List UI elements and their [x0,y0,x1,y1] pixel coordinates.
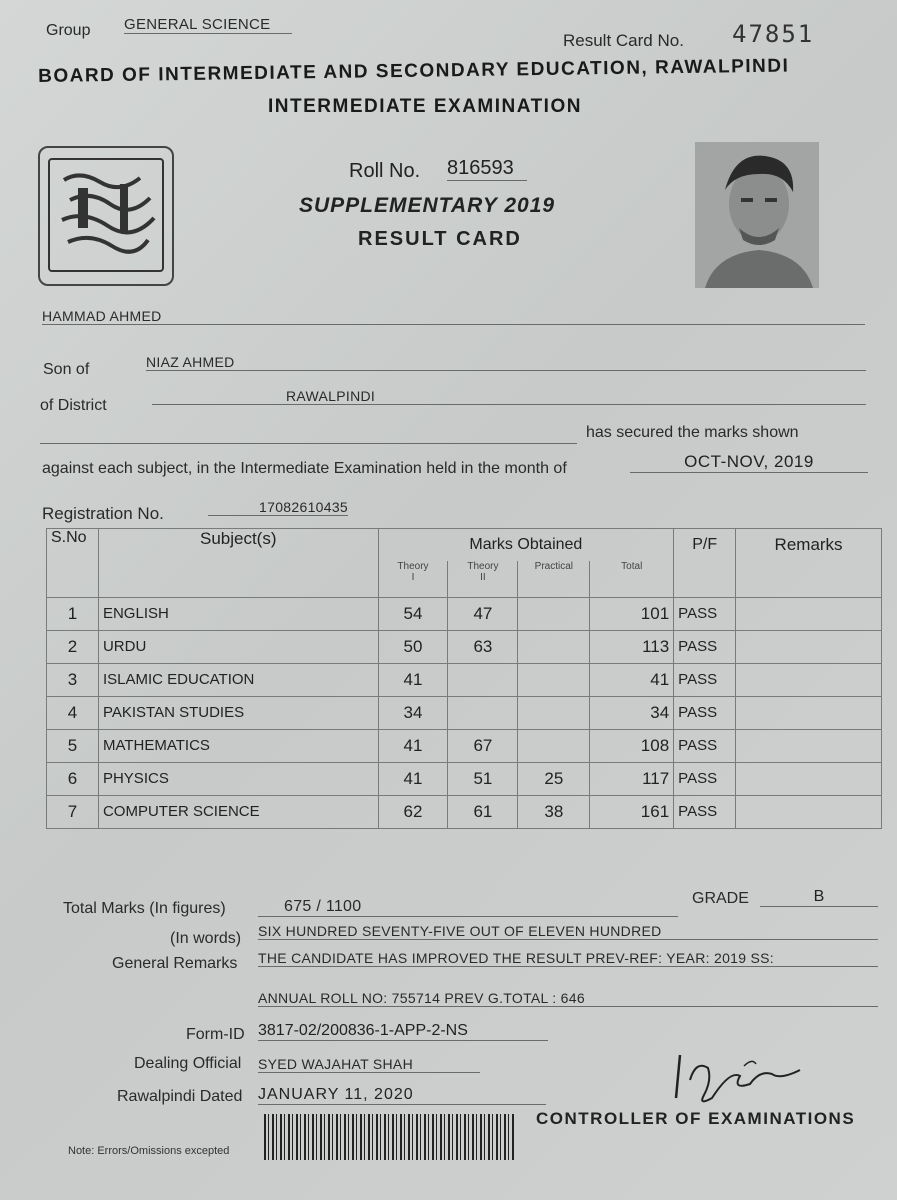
exam-title: INTERMEDIATE EXAMINATION [268,96,582,117]
marks-table [46,528,882,829]
dealing-official-label: Dealing Official [134,1055,242,1072]
subheader-practical: Practical [518,561,590,597]
total-marks-label: Total Marks (In figures) [63,900,226,917]
controller-title: CONTROLLER OF EXAMINATIONS [536,1109,856,1128]
subheader-theory-1: Theory I [378,561,448,597]
district-label: of District [40,397,107,414]
in-words-label: (In words) [170,930,242,947]
subheader-total: Total [590,561,674,597]
general-remarks-label: General Remarks [112,955,238,972]
general-remarks-line2: ANNUAL ROLL NO: 755714 PREV G.TOTAL : 646 [258,990,878,1007]
father-name: NIAZ AHMED [146,354,866,371]
in-words-value: SIX HUNDRED SEVENTY-FIVE OUT OF ELEVEN HUNDRED [258,923,878,940]
table-row: 1 ENGLISH 54 47 101 PASS [47,597,882,630]
board-title: BOARD OF INTERMEDIATE AND SECONDARY EDUCATION, RAWALPINDI [38,55,790,87]
group-label: Group [46,22,91,39]
general-remarks-line1: THE CANDIDATE HAS IMPROVED THE RESULT PREV-REF: YEAR: 2019 SS: [258,950,878,967]
session-title: SUPPLEMENTARY 2019 [299,194,556,217]
col-header-pf: P/F [674,529,736,562]
blank-line [40,442,577,444]
table-row: 4 PAKISTAN STUDIES 34 34 PASS [47,696,882,729]
grade-value: B [760,888,878,907]
roll-no-label: Roll No. [349,160,421,182]
subheader-pf-blank [674,561,736,597]
form-id-value: 3817-02/200836-1-APP-2-NS [258,1022,548,1041]
col-header-subject: Subject(s) [98,529,378,598]
table-row: 5 MATHEMATICS 41 67 108 PASS [47,729,882,762]
col-header-remarks: Remarks [736,529,882,562]
board-seal-logo [38,146,174,286]
barcode [264,1114,514,1160]
grade-label: GRADE [692,890,749,907]
roll-no-value: 816593 [447,157,527,181]
total-marks-value: 675 / 1100 [258,898,678,917]
errors-note: Note: Errors/Omissions excepted [68,1145,230,1157]
result-card-no-value: 47851 [732,20,815,48]
table-row: 3 ISLAMIC EDUCATION 41 41 PASS [47,663,882,696]
controller-signature [660,1040,840,1110]
calligraphy-emblem-icon [50,160,166,274]
against-text: against each subject, in the Intermediate Examination held in the month of [42,460,567,477]
result-card-no-label: Result Card No. [563,31,684,50]
registration-value: 17082610435 [208,499,348,516]
table-row: 2 URDU 50 63 113 PASS [47,630,882,663]
candidate-photo [695,142,819,288]
district-value: RAWALPINDI [152,388,866,405]
candidate-name: HAMMAD AHMED [42,308,865,325]
subheader-theory-2: Theory II [448,561,518,597]
table-row: 6 PHYSICS 41 51 25 117 PASS [47,762,882,795]
group-value: GENERAL SCIENCE [124,16,292,34]
col-header-marks: Marks Obtained [378,529,674,562]
col-header-sno: S.No [47,529,99,598]
table-row: 7 COMPUTER SCIENCE 62 61 38 161 PASS [47,795,882,828]
secured-text: has secured the marks shown [586,424,799,441]
dated-value: JANUARY 11, 2020 [258,1086,546,1105]
dated-label: Rawalpindi Dated [117,1088,243,1105]
registration-label: Registration No. [42,504,164,523]
dealing-official-value: SYED WAJAHAT SHAH [258,1056,480,1073]
son-of-label: Son of [43,361,90,378]
card-title: RESULT CARD [358,228,522,250]
subheader-remarks-blank [736,561,882,597]
form-id-label: Form-ID [186,1026,245,1043]
exam-month: OCT-NOV, 2019 [630,452,868,473]
